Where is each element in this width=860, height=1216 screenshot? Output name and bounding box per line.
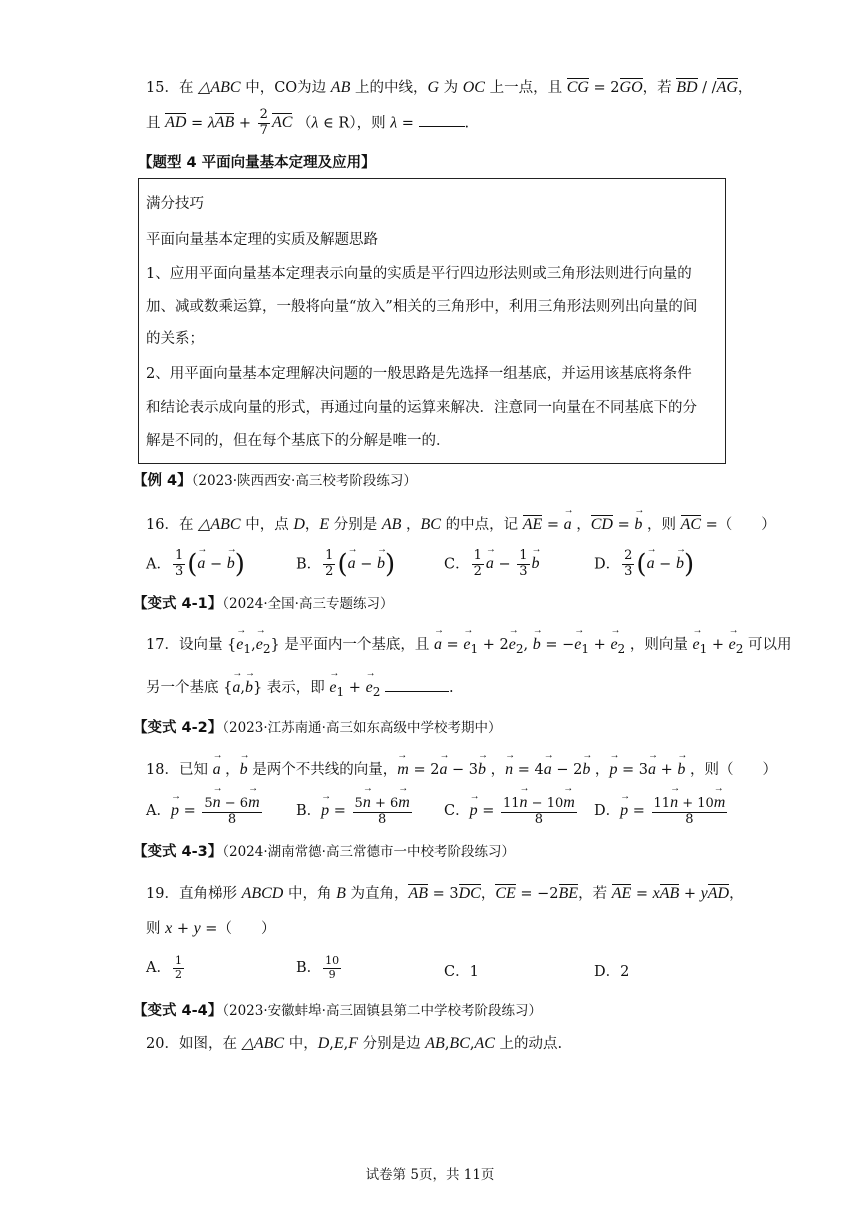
example-source: （2023·陕西西安·高三校考阶段练习） — [191, 473, 417, 489]
variant-4-1-header — [133, 592, 393, 613]
tips-p1-line1: 1、应用平面向量基本定理表示向量的实质是平行四边形法则或三角形法则进行向量的 — [146, 266, 692, 282]
q16-option-d[interactable]: D． $\frac{2}{3}$ (→ a − → b) — [594, 549, 694, 580]
q16-stem: 16．在 △ABC 中，点 D，E 分别是 AB ，BC 的中点，记 AE = → a ，CD = → b ，则 AC =（ ） — [146, 513, 776, 534]
q17-line2: 另一个基底 {→ a,→ b} 表示，即 → $e_1$ + → $e_2$ . — [146, 676, 454, 699]
q19-option-d[interactable]: D．2 — [594, 964, 630, 980]
section-heading: 【题型 4 平面向量基本定理及应用】 — [138, 155, 376, 171]
variant-label: 【变式 4-3】 — [133, 844, 223, 860]
q16-option-b[interactable]: B． $\frac{1}{2}$ (→ a − → b) — [296, 549, 395, 580]
page-footer: 试卷第 5页，共 11页 — [365, 1167, 495, 1183]
variant-label: 【变式 4-4】 — [133, 1003, 223, 1019]
tips-p1-line3: 的关系； — [146, 331, 204, 347]
tips-title: 满分技巧 — [146, 196, 204, 212]
variant-4-2-header — [133, 716, 501, 737]
variant-source: （2023·江苏南通·高三如东高级中学校考期中） — [222, 720, 502, 736]
q18-option-b[interactable]: B．→ p = $\frac{5\to n + 6\to m}{8}$ — [296, 794, 414, 828]
q19-line1: 19．直角梯形 ABCD 中，角 B 为直角，AB = 3DC，CE = −2BE，若 AE = xAB + yAD， — [146, 885, 744, 902]
q18-stem: 18．已知 → a ，→ b 是两个不共线的向量，→ m = 2→ a − 3→ b ，→ n = 4→ a − 2→ b ，→ p = 3→ a + → b ，则（ ） — [146, 758, 777, 779]
variant-source: （2024·湖南常德·高三常德市一中校考阶段练习） — [222, 844, 515, 860]
variant-4-4-header — [133, 999, 542, 1020]
q16-option-c[interactable]: C． $\frac{1}{2}$ → a − $\frac{1}{3}$ → b — [444, 549, 540, 580]
q15-line2: 且 AD = λAB + $\frac{2}{7}$ AC （λ ∈ R），则 λ = . — [146, 107, 470, 138]
tips-p2-line1: 2、用平面向量基本定理解决问题的一般思路是先选择一组基底，并运用该基底将条件 — [146, 366, 692, 382]
tips-p1-line2: 加、减或数乘运算，一般将向量“放入”相关的三角形中，利用三角形法则列出向量的间 — [146, 299, 698, 315]
q19-option-a[interactable]: A． $\frac{1}{2}$ — [146, 954, 182, 981]
q19-option-b[interactable]: B． $\frac{10}{9}$ — [296, 954, 340, 981]
q19-line2: 则 x + y =（ ） — [146, 920, 276, 937]
example-4-header — [133, 469, 417, 490]
q19-option-c[interactable]: C．1 — [444, 964, 479, 980]
q17-line1: 17．设向量 {→ $e_1,\to e_2$} 是平面内一个基底，且 → a = → $e_1 + 2\to e_2$, → b = −→ $e_1$ + → $e_2$ ，则向量 → $e_1$ + → $e_2$ 可以用 — [146, 633, 792, 656]
tips-subtitle: 平面向量基本定理的实质及解题思路 — [146, 232, 378, 248]
variant-source: （2024·全国·高三专题练习） — [222, 596, 394, 612]
tips-p2-line2: 和结论表示成向量的形式，再通过向量的运算来解决．注意同一向量在不同基底下的分 — [146, 400, 697, 416]
tips-box — [138, 178, 726, 464]
example-label: 【例 4】 — [133, 473, 192, 489]
q18-option-a[interactable]: A．→ p = $\frac{5\to n - 6\to m}{8}$ — [146, 794, 264, 828]
q20-line1: 20．如图，在 △ABC 中，D,E,F 分别是边 AB,BC,AC 上的动点. — [146, 1035, 563, 1052]
variant-label: 【变式 4-1】 — [133, 596, 223, 612]
variant-4-3-header — [133, 840, 515, 861]
q16-option-a[interactable]: A． $\frac{1}{3}$ (→ a − → b) — [146, 549, 245, 580]
q15-line1: 15．在 △ABC 中，CO为边 AB 上的中线，G 为 OC 上一点，且 CG = 2GO，若 BD / /AG， — [146, 79, 753, 96]
tips-p2-line3: 解是不同的，但在每个基底下的分解是唯一的． — [146, 433, 451, 449]
variant-source: （2023·安徽蚌埠·高三固镇县第二中学校考阶段练习） — [222, 1003, 542, 1019]
q18-option-c[interactable]: C．→ p = $\frac{11\to n - 10\to m}{8}$ — [444, 794, 579, 828]
variant-label: 【变式 4-2】 — [133, 720, 223, 736]
q18-option-d[interactable]: D．→ p = $\frac{11\to n + 10\to m}{8}$ — [594, 794, 729, 828]
